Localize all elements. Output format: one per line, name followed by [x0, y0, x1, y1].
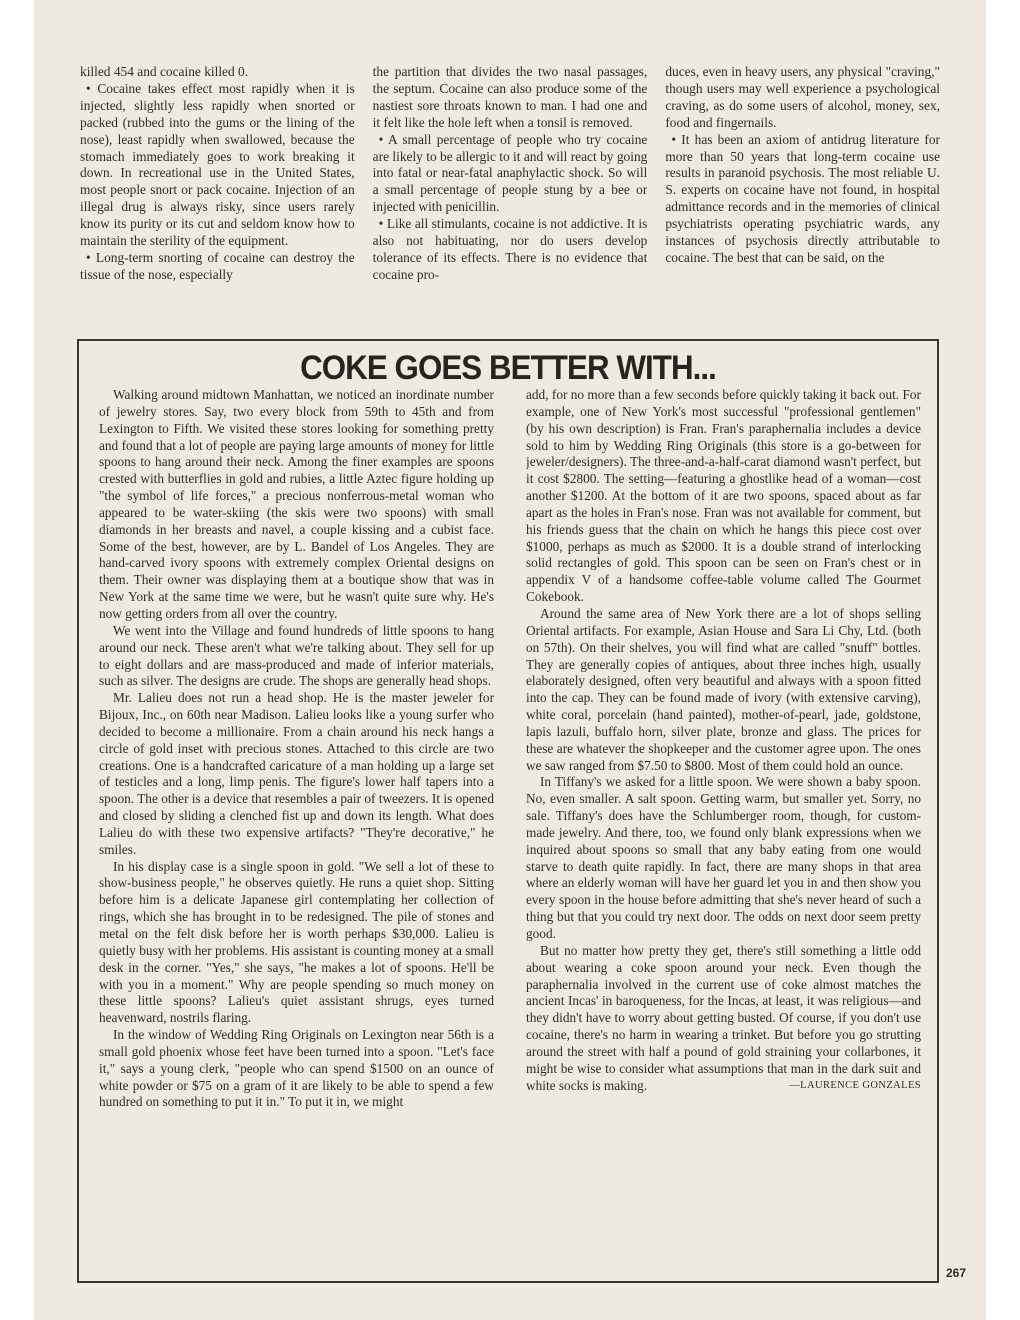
sidebar-paragraph: Mr. Lalieu does not run a head shop. He is the master jeweler for Bijoux, Inc., on 60th near Madison. Lalieu looks like a young surfer who decided to become a millionaire. From a chain around his neck hangs a circle of gold inset with precious stones. Attached to this circle are two creations. One is a handcrafted caricature of a man holding up a large set of testicles and a long, limp penis. The figure's lower half tapers into a spoon. The other is a device that resembles a pair of tweezers. It is opened and closed by sliding a clenched fist up and down its length. What does Lalieu do with these two expensive artifacts? "They're decorative," he smiles. — [99, 690, 494, 857]
article-paragraph: • Cocaine takes effect most rapidly when it is injected, slightly less rapidly when snorted or packed (rubbed into the gums or the lining of the nose), least rapidly when swallowed, because the stomach immediately goes to work breaking it down. In recreational use in the United States, most people snort or pack cocaine. Injection of an illegal drug is always risky, since users rarely know its purity or its cut and seldom know how to maintain the sterility of the equipment. — [80, 80, 355, 249]
sidebar-paragraph: We went into the Village and found hundreds of little spoons to hang around our neck. These aren't what we're talking about. They sell for up to eight dollars and are mass-produced and made of inferior materials, such as silver. The designs are crude. The shops are generally head shops. — [99, 622, 494, 689]
sidebar-paragraph: Around the same area of New York there are a lot of shops selling Oriental artifacts. For example, Asian House and Sara Li Chy, Ltd. (both on 57th). On their shelves, you will find what are called "snuff" bottles. They are generally copies of antiques, about three inches high, usually elaborately designed, often very beautiful and always with a spoon fitted into the cap. They can be found made of ivory (with extensive carving), white coral, porcelain (hand painted), mother-of-pearl, jade, goldstone, lapis lazuli, buffalo horn, silver plate, bronze and glass. The prices for these are whatever the shopkeeper and the customer agree upon. The ones we saw ranged from $7.50 to $800. Most of them could hold an ounce. — [526, 605, 921, 773]
sidebar-box — [77, 339, 939, 1283]
article-paragraph: • Long-term snorting of cocaine can destroy the tissue of the nose, especially — [80, 249, 355, 282]
sidebar-paragraph: But no matter how pretty they get, there's still something a little odd about wearing a coke spoon around your neck. Even though the paraphernalia involved in the current use of coke almost matches the ancient Incas' in baroqueness, for the Incas, at least, it was religious—and they didn't have to worry about getting busted. Of course, if you don't use cocaine, there's no harm in wearing a trinket. But before you go strutting around the street with half a pound of gold straining your collarbones, it might be wise to consider what assumptions that man in the dark suit and white socks is making. — [526, 942, 921, 1093]
author-byline: —LAURENCE GONZALES — [789, 1080, 921, 1092]
sidebar-paragraph: add, for no more than a few seconds before quickly taking it back out. For example, one of New York's most successful "professional gentlemen" (by his own description) is Fran. Fran's paraphernalia includes a device sold to him by Wedding Ring Originals (this store is a go-between for jeweler/designers). The three-and-a-half-carat diamond wasn't perfect, but it cost $2800. The setting—featuring a ghostlike head of a woman—cost another $1200. At the bottom of it are two spoons, spaced about as far apart as the holes in Fran's nose. Fran was not available for comment, but his friends guess that the chain on which he hangs this piece cost over $1000, perhaps as much as $2000. It is a double strand of interlocking solid rectangles of gold. This spoon can be seen on Fran's chest or in appendix V of a handsome coffee-table volume called The Gourmet Cokebook. — [526, 387, 921, 605]
article-column-3 — [665, 64, 940, 322]
article-continuation — [80, 64, 940, 322]
page-number: 267 — [946, 1266, 967, 1280]
sidebar-paragraph: In Tiffany's we asked for a little spoon. We were shown a baby spoon. No, even smaller. A salt spoon. Getting warm, but smaller yet. Sorry, no sale. Tiffany's does have the Schlumberger room, though, for custom-made jewelry. And there, too, we found only blank expressions when we inquired about spoons so small that any baby eating from one would starve to death quite rapidly. In fact, there are many shops in that area where an elderly woman will have her guard let you in and then show you every spoon in the house before admitting that she's never heard of such a thing but that you could try next door. The odds on next door seem pretty good. — [526, 774, 921, 941]
article-paragraph: • A small percentage of people who try cocaine are likely to be allergic to it and will react by going into fatal or near-fatal anaphylactic shock. So will a small percentage of people stung by a bee or injected with penicillin. — [372, 131, 648, 215]
sidebar-paragraph: Walking around midtown Manhattan, we noticed an inordinate number of jewelry stores. Say, two every block from 59th to 45th and from Lexington to Fifth. We visited these stores looking for something pretty and found that a lot of people are paying large amounts of money for little spoons to hang around their neck. Among the finer examples are spoons crested with butterflies in gold and rubies, a little Aztec figure holding up "the symbol of life forces," a precious nonferrous-metal woman who appeared to be water-skiing (the skis were two spoons) with small diamonds in her breasts and navel, a couple kissing and a cubist face. Some of the best, however, are by L. Bandel of Los Angeles. They are hand-carved ivory spoons with extremely complex Oriental designs on them. Their owner was displaying them at a boutique show that was in New York at the same time we were, but he wasn't quite sure why. He's now getting orders from all over the country. — [99, 387, 494, 621]
article-paragraph: killed 454 and cocaine killed 0. — [80, 64, 249, 79]
sidebar-paragraph: In the window of Wedding Ring Originals on Lexington near 56th is a small gold phoenix whose feet have been turned into a spoon. "Let's face it," says a young clerk, "people who can spend $1500 on an ounce of white powder or $75 on a gram of it are likely to be able to spend a few hundred on something to put it in." To put it in, we might — [99, 1027, 494, 1110]
sidebar-column-2 — [526, 387, 921, 1273]
article-paragraph: • It has been an axiom of antidrug literature for more than 50 years that long-term cocaine use results in paranoid psychosis. The most reliable U. S. experts on cocaine have not found, in hospital admittance records and in the memories of clinical psychiatrists operating psychiatric wards, any instances of psychosis directly attributable to cocaine. The best that can be said, on the — [665, 131, 941, 265]
article-paragraph: • Like all stimulants, cocaine is not addictive. It is also not habituating, nor do users develop tolerance of its effects. There is no evidence that cocaine pro- — [372, 216, 648, 282]
article-column-2 — [373, 64, 648, 322]
sidebar-columns — [99, 387, 921, 1273]
sidebar-paragraph: In his display case is a single spoon in gold. "We sell a lot of these to show-business people," he observes quietly. He runs a quiet shop. Sitting before him is a delicate Japanese girl contemplating her collection of rings, which she has brought in to be redesigned. The pile of stones and metal on the felt disk before her is worth perhaps $30,000. Lalieu is quietly busy with her problems. His assistant is counting money at a small desk in the corner. "Yes," she says, "he makes a lot of spoons. He'll be with you in a moment." Why are people spending so much money on these little spoons? Lalieu's quiet assistant shrugs, eyes turned heavenward, nostrils flaring. — [99, 858, 494, 1026]
article-paragraph: duces, even in heavy users, any physical "craving," though users may well experience a psychological craving, as do some users of alcohol, money, sex, food and fingernails. — [665, 64, 941, 130]
sidebar-column-1 — [99, 387, 494, 1273]
article-paragraph: the partition that divides the two nasal passages, the septum. Cocaine can also produce some of the nastiest sore throats known to man. I had one and it felt like the hole left when a tonsil is removed. — [372, 64, 648, 130]
sidebar-headline: COKE GOES BETTER WITH... — [300, 349, 716, 387]
article-column-1 — [80, 64, 355, 322]
